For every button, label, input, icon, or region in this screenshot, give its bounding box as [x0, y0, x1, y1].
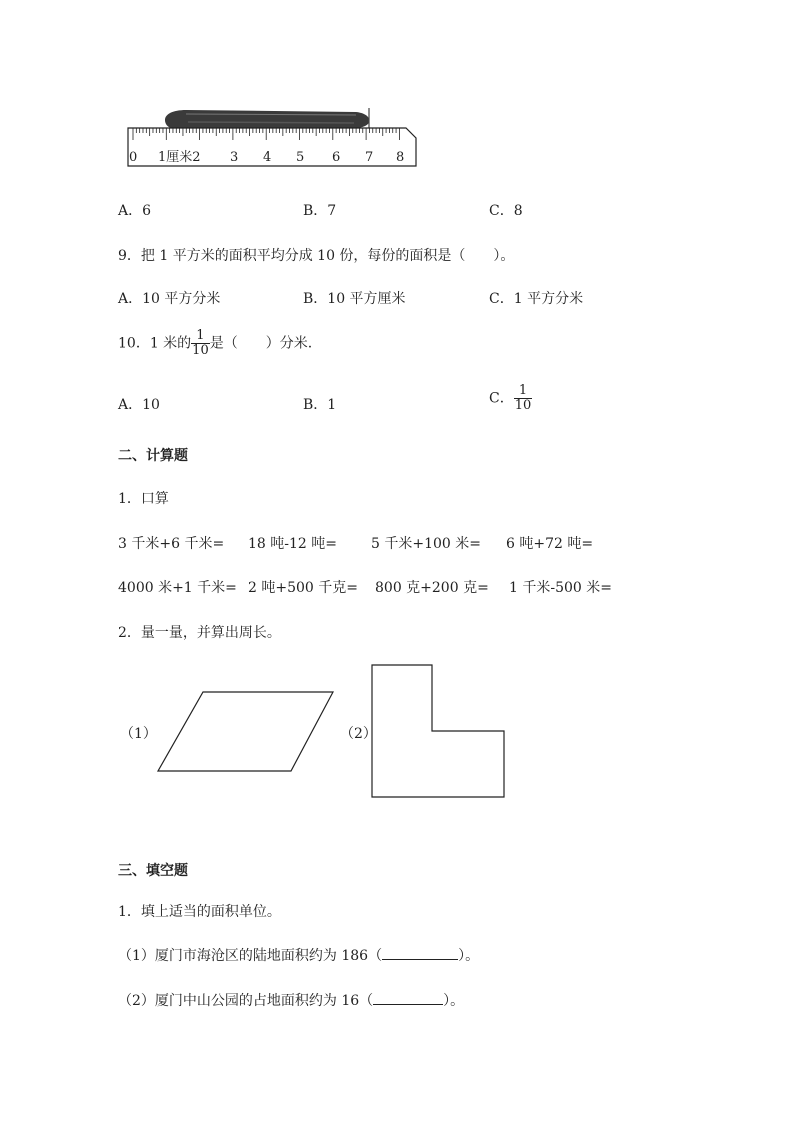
q10-option-c-numerator: 1: [518, 383, 528, 398]
ruler-label-3: 3: [230, 150, 239, 165]
q10-option-c-fraction: [514, 384, 533, 413]
fill-item-2-blank[interactable]: [373, 990, 443, 1005]
ruler-label-0: 0: [129, 150, 138, 165]
calc-row2-item2: 2 吨+500 千克=: [248, 580, 358, 596]
ruler-label-6: 6: [332, 150, 341, 165]
calc-row2-item3: 800 克+200 克=: [375, 580, 489, 596]
calc-row1-item1: 3 千米+6 千米=: [118, 536, 225, 552]
section2-title: 二、计算题: [118, 448, 188, 464]
section3-title: 三、填空题: [118, 863, 188, 879]
fill-item-1-after: ）。: [458, 948, 480, 964]
section2-q1-title: 1．口算: [118, 491, 169, 507]
q8-option-a: A．6: [118, 203, 152, 219]
ruler-label-7: 7: [365, 150, 374, 165]
figure1-label: （1）: [120, 726, 157, 742]
q10-fraction-numerator: 1: [196, 328, 205, 343]
figure2-label: （2）: [340, 726, 377, 742]
q10-option-c-prefix: C．: [489, 390, 514, 407]
fill-item-2-after: ）。: [443, 993, 465, 1009]
ruler-label-8: 8: [396, 150, 405, 165]
q9-option-a: A．10 平方分米: [118, 291, 221, 307]
ruler-figure: [126, 106, 426, 168]
calc-row1-item3: 5 千米+100 米=: [371, 536, 481, 552]
fill-item-2: [118, 990, 464, 1010]
q10-stem-before: 10．1 米的: [118, 335, 192, 352]
q10-option-a: A．10: [118, 397, 160, 413]
calc-row2-item4: 1 千米-500 米=: [509, 580, 612, 596]
calc-row1-item2: 18 吨-12 吨=: [248, 536, 337, 552]
q8-option-b: B．7: [303, 203, 337, 219]
q10-stem: [118, 329, 312, 358]
fill-item-1: [118, 945, 479, 965]
q10-option-b: B．1: [303, 397, 337, 413]
calc-row1-item4: 6 吨+72 吨=: [506, 536, 594, 552]
pencil-icon: [165, 108, 369, 130]
l-shape-figure: [366, 660, 510, 802]
q10-fraction-denominator: 10: [192, 343, 209, 358]
section2-q2-title: 2．量一量，并算出周长。: [118, 625, 281, 641]
q8-option-c: C．8: [489, 203, 523, 219]
q10-option-c: [489, 384, 532, 413]
parallelogram-figure: [150, 685, 340, 777]
calc-row2-item1: 4000 米+1 千米=: [118, 580, 237, 596]
section3-q1-title: 1．填上适当的面积单位。: [118, 904, 281, 920]
q10-stem-after: 是（ ）分米.: [209, 335, 313, 352]
q10-fraction: [191, 329, 210, 358]
fill-item-1-before: （1）厦门市海沧区的陆地面积约为 186（: [118, 948, 383, 964]
ruler-label-1: 1厘米2: [158, 150, 201, 165]
fill-item-1-blank[interactable]: [382, 945, 458, 960]
q9-option-c: C．1 平方分米: [489, 291, 584, 307]
ruler-label-4: 4: [263, 150, 272, 165]
q9-stem: 9．把 1 平方米的面积平均分成 10 份，每份的面积是（ ）。: [118, 248, 515, 264]
fill-item-2-before: （2）厦门中山公园的占地面积约为 16（: [118, 993, 374, 1009]
q9-option-b: B．10 平方厘米: [303, 291, 406, 307]
ruler-label-5: 5: [296, 150, 305, 165]
q10-option-c-denominator: 10: [514, 398, 532, 413]
